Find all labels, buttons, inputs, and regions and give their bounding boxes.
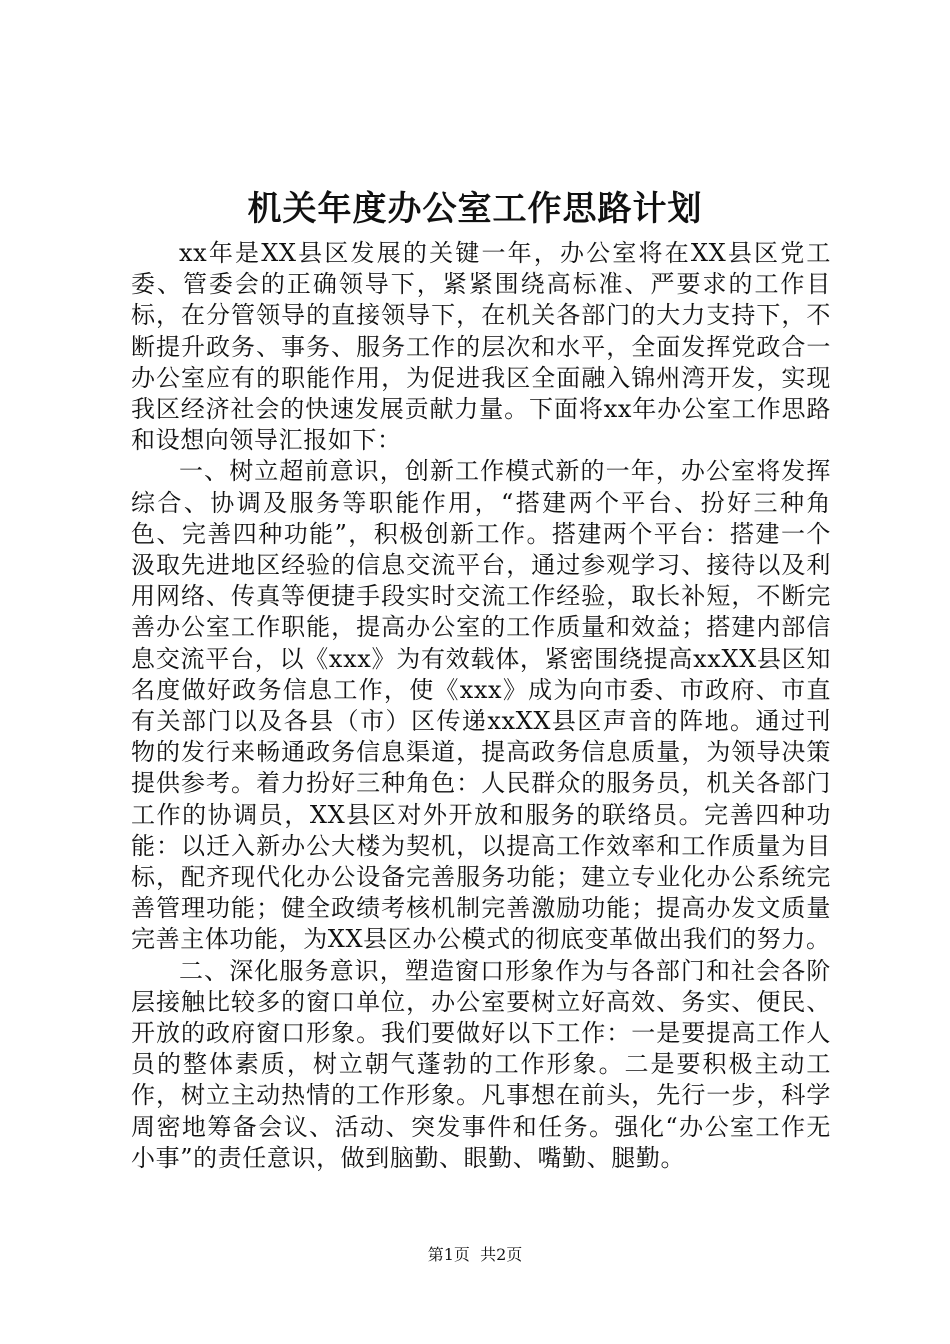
footer-separator	[470, 1245, 480, 1264]
page-footer	[0, 1244, 950, 1266]
document-body	[131, 238, 831, 1174]
document-title: 机关年度办公室工作思路计划	[247, 189, 703, 229]
paragraph-section-2: 二、深化服务意识，塑造窗口形象作为与各部门和社会各阶层接触比较多的窗口单位，办公室要树立好高效、务实、便民、开放的政府窗口形象。我们要做好以下工作：一是要提高工作人员的整体素质，树立朝气蓬勃的工作形象。二是要积极主动工作，树立主动热情的工作形象。凡事想在前头，先行一步，科学周密地筹备会议、活动、突发事件和任务。强化“办公室工作无小事”的责任意识，做到脑勤、眼勤、嘴勤、腿勤。	[131, 956, 831, 1172]
page-number-current: 第1页	[427, 1245, 470, 1264]
paragraph-section-1: 一、树立超前意识，创新工作模式新的一年，办公室将发挥综合、协调及服务等职能作用，“搭建两个平台、扮好三种角色、完善四种功能”，积极创新工作。搭建两个平台：搭建一个汲取先进地区经验的信息交流平台，通过参观学习、接待以及利用网络、传真等便捷手段实时交流工作经验，取长补短，不断完善办公室工作职能，提高办公室的工作质量和效益；搭建内部信息交流平台，以《xxx》为有效载体，紧密围绕提高xxXX县区知名度做好政务信息工作，使《xxx》成为向市委、市政府、市直有关部门以及各县（市）区传递xxXX县区声音的阵地。通过刊物的发行来畅通政务信息渠道，提高政务信息质量，为领导决策提供参考。着力扮好三种角色：人民群众的服务员，机关各部门工作的协调员，XX县区对外开放和服务的联络员。完善四种功能：以迁入新办公大楼为契机，以提高工作效率和工作质量为目标，配齐现代化办公设备完善服务功能；建立专业化办公系统完善管理功能；健全政绩考核机制完善激励功能；提高办发文质量完善主体功能，为XX县区办公模式的彻底变革做出我们的努力。	[131, 457, 831, 954]
page-number-total: 共2页	[480, 1245, 523, 1264]
paragraph-intro: xx年是XX县区发展的关键一年，办公室将在XX县区党工委、管委会的正确领导下，紧紧围绕高标准、严要求的工作目标，在分管领导的直接领导下，在机关各部门的大力支持下，不断提升政务、事务、服务工作的层次和水平，全面发挥党政合一办公室应有的职能作用，为促进我区全面融入锦州湾开发，实现我区经济社会的快速发展贡献力量。下面将xx年办公室工作思路和设想向领导汇报如下：	[131, 239, 831, 455]
